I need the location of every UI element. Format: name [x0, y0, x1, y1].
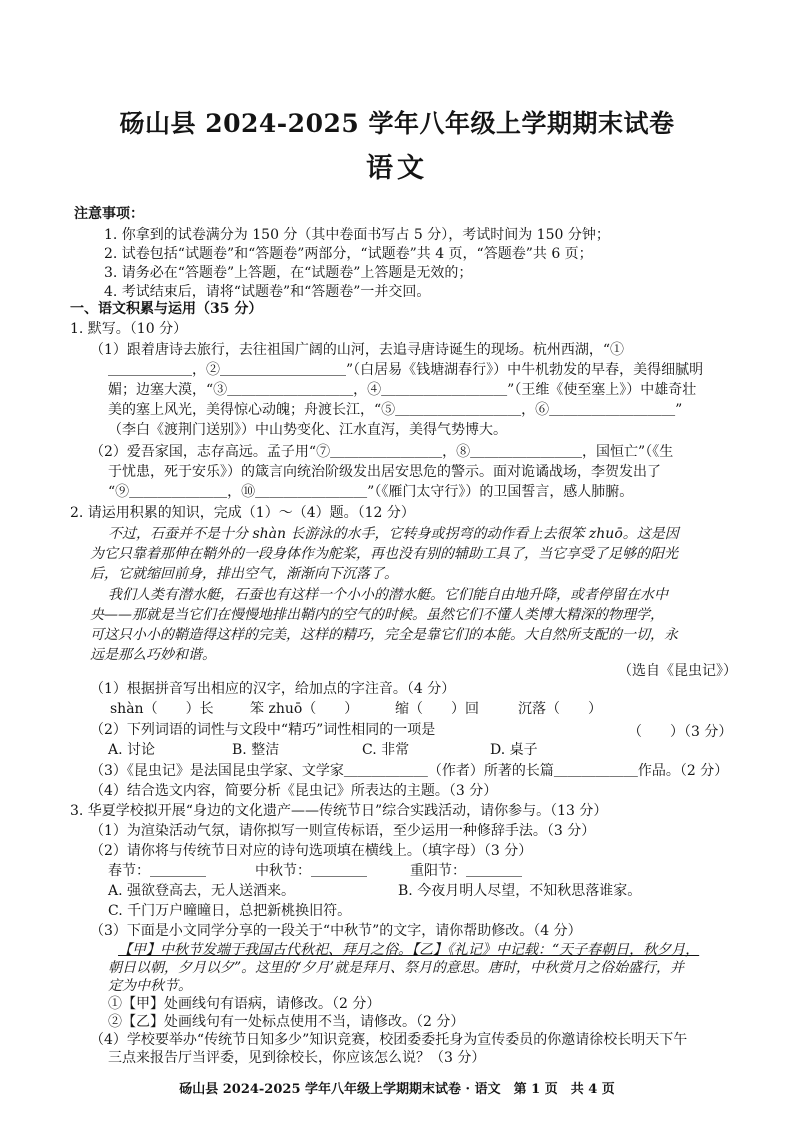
exam-subject: 语文 [366, 153, 428, 184]
passage-line: 可这只小小的鞘造得这样的完美，这样的精巧，完全是靠它们的本能。大自然所支配的一切，永 [90, 627, 678, 643]
option-b: B. 整洁 [232, 742, 280, 758]
q3-sub3: （3）下面是小文同学分享的一段关于“中秋节”的文字，请你帮助修改。（4 分） [90, 923, 582, 939]
q3-sub4-line: 三点来报告厅当评委，见到徐校长，你应该怎么说？（3 分） [108, 1050, 486, 1066]
question-3-heading: 3. 华夏学校拟开展“身边的文化遗产——传统节日”综合实践活动，请你参与。（13 分） [70, 803, 608, 819]
q1-line: 媚；边塞大漠，“③＿＿＿＿＿＿＿＿＿，④＿＿＿＿＿＿＿＿＿”（王维《使至塞上》）中雄奇壮 [108, 382, 697, 398]
q2-sub4: （4）结合选文内容，简要分析《昆虫记》所表达的主题。（3 分） [90, 783, 498, 799]
q2-sub2-score: （ ）（3 分） [628, 724, 733, 740]
q3-fix2: ②【乙】处画线句有一处标点使用不当，请修改。（2 分） [108, 1014, 465, 1030]
passage-line: 不过，石蚕并不是十分 shàn 长游泳的水手，它转身或拐弯的动作看上去很笨 zhuō。这是因 [108, 526, 679, 542]
q2-sub3: （3）《昆虫记》是法国昆虫学家、文学家＿＿＿＿＿＿（作者）所著的长篇＿＿＿＿＿＿作品。（2 分） [90, 763, 729, 779]
share-line: 定为中秋节。 [108, 978, 192, 994]
question-1-heading: 1. 默写。（10 分） [70, 321, 188, 337]
festival-chongyang: 重阳节：＿＿＿＿ [410, 863, 522, 879]
passage-line: 为它只靠着那伸在鞘外的一段身体作为舵桨，再也没有别的辅助工具了，当它享受了足够的阳光 [90, 546, 678, 562]
passage-line: 远是那么巧妙和谐。 [90, 647, 216, 663]
passage-line: 后，它就缩回前身，排出空气，渐渐向下沉落了。 [90, 566, 398, 582]
option-a: A. 讨论 [108, 742, 156, 758]
q1-line: （1）跟着唐诗去旅行，去往祖国广阔的山河，去追寻唐诗诞生的现场。杭州西湖，“① [90, 342, 625, 358]
page-footer: 砀山县 2024-2025 学年八年级上学期期末试卷 · 语文 第 1 页 共 4 页 [179, 1082, 615, 1097]
notes-item: 3. 请务必在“答题卷”上答题，在“试题卷”上答题是无效的； [104, 265, 473, 281]
passage-line: 央——那就是当它们在慢慢地排出鞘内的空气的时候。虽然它们不懂人类博大精深的物理学， [90, 607, 664, 623]
q3-sub4-line: （4）学校要举办“传统节日知多少”知识竞赛，校团委委托身为宣传委员的你邀请徐校长明天下午 [90, 1032, 688, 1048]
passage-source: （选自《昆虫记》） [618, 663, 737, 679]
notes-item: 2. 试卷包括“试题卷”和“答题卷”两部分，“试题卷”共 4 页，“答题卷”共 6 页； [104, 246, 593, 262]
q1-line: （2）爱吾家国，志存高远。孟子用“⑦＿＿＿＿＿＿＿＿，⑧＿＿＿＿＿＿＿＿，国恒亡”（《生 [90, 444, 674, 460]
festival-midautumn: 中秋节：＿＿＿＿ [255, 863, 367, 879]
pinyin-item: shàn（ ）长 [110, 701, 214, 717]
q3-sub1: （1）为渲染活动气氛，请你拟写一则宣传标语，至少运用一种修辞手法。（3 分） [90, 823, 596, 839]
passage-line: 我们人类有潜水艇，石蚕也有这样一个小小的潜水艇。它们能自由地升降，或者停留在水中 [108, 587, 668, 603]
q3-sub2: （2）请你将与传统节日对应的诗句选项填在横线上。（填字母）（3 分） [90, 843, 533, 859]
poem-option-b: B. 今夜月明人尽望，不知秋思落谁家。 [398, 883, 642, 899]
pinyin-item: 笨 zhuō（ ） [250, 701, 359, 717]
question-2-heading: 2. 请运用积累的知识，完成（1）～（4）题。（12 分） [70, 505, 415, 521]
notes-item: 4. 考试结束后，请将“试题卷”和“答题卷”一并交回。 [104, 284, 431, 300]
notes-heading: 注意事项： [74, 206, 144, 222]
q1-line: ＿＿＿＿＿＿，②＿＿＿＿＿＿＿＿＿”（白居易《钱塘湖春行》）中牛机勃发的早春，美得细腻明 [108, 362, 704, 378]
share-line: 【甲】中秋节发端于我国古代秋祀、拜月之俗。【乙】《礼记》中记载：“天子春朝日，秋夕月， [118, 942, 700, 958]
q1-line: 美的塞上风光，美得惊心动魄；舟渡长江，“⑤＿＿＿＿＿＿＿＿＿，⑥＿＿＿＿＿＿＿＿＿” [108, 402, 683, 418]
q3-fix1: ①【甲】处画线句有语病，请修改。（2 分） [108, 996, 381, 1012]
option-c: C. 非常 [362, 742, 410, 758]
poem-option-c: C. 千门万户曈曈日，总把新桃换旧符。 [108, 903, 352, 919]
exam-title: 砀山县 2024-2025 学年八年级上学期期末试卷 [119, 109, 675, 138]
pinyin-item: 缩（ ）回 [395, 701, 479, 717]
q2-sub2: （2）下列词语的词性与文段中“精巧”词性相同的一项是 [90, 722, 436, 738]
share-line: 朝日以朝，夕月以夕”。这里的‘夕月’就是拜月、祭月的意思。唐时，中秋赏月之俗始盛行，并 [108, 960, 685, 976]
festival-spring: 春节：＿＿＿＿ [108, 863, 206, 879]
option-d: D. 桌子 [490, 742, 538, 758]
q2-sub1: （1）根据拼音写出相应的汉字，给加点的字注音。（4 分） [90, 681, 456, 697]
pinyin-item: 沉落（ ） [518, 701, 602, 717]
section-heading: 一、语文积累与运用（35 分） [70, 301, 263, 317]
q1-line: （李白《渡荆门送别》）中山势变化、江水直泻，美得气势博大。 [108, 422, 507, 438]
q1-line: “⑨＿＿＿＿＿＿＿，⑩＿＿＿＿＿＿＿＿”（《雁门太守行》）的卫国誓言，感人肺腑。 [108, 484, 634, 500]
notes-item: 1. 你拿到的试卷满分为 150 分（其中卷面书写占 5 分），考试时间为 150 分钟； [104, 227, 610, 243]
poem-option-a: A. 强欲登高去，无人送酒来。 [108, 883, 296, 899]
q1-line: 于忧患，死于安乐》）的箴言向统治阶级发出居安思危的警示。面对诡谲战场，李贺发出了 [108, 464, 661, 480]
